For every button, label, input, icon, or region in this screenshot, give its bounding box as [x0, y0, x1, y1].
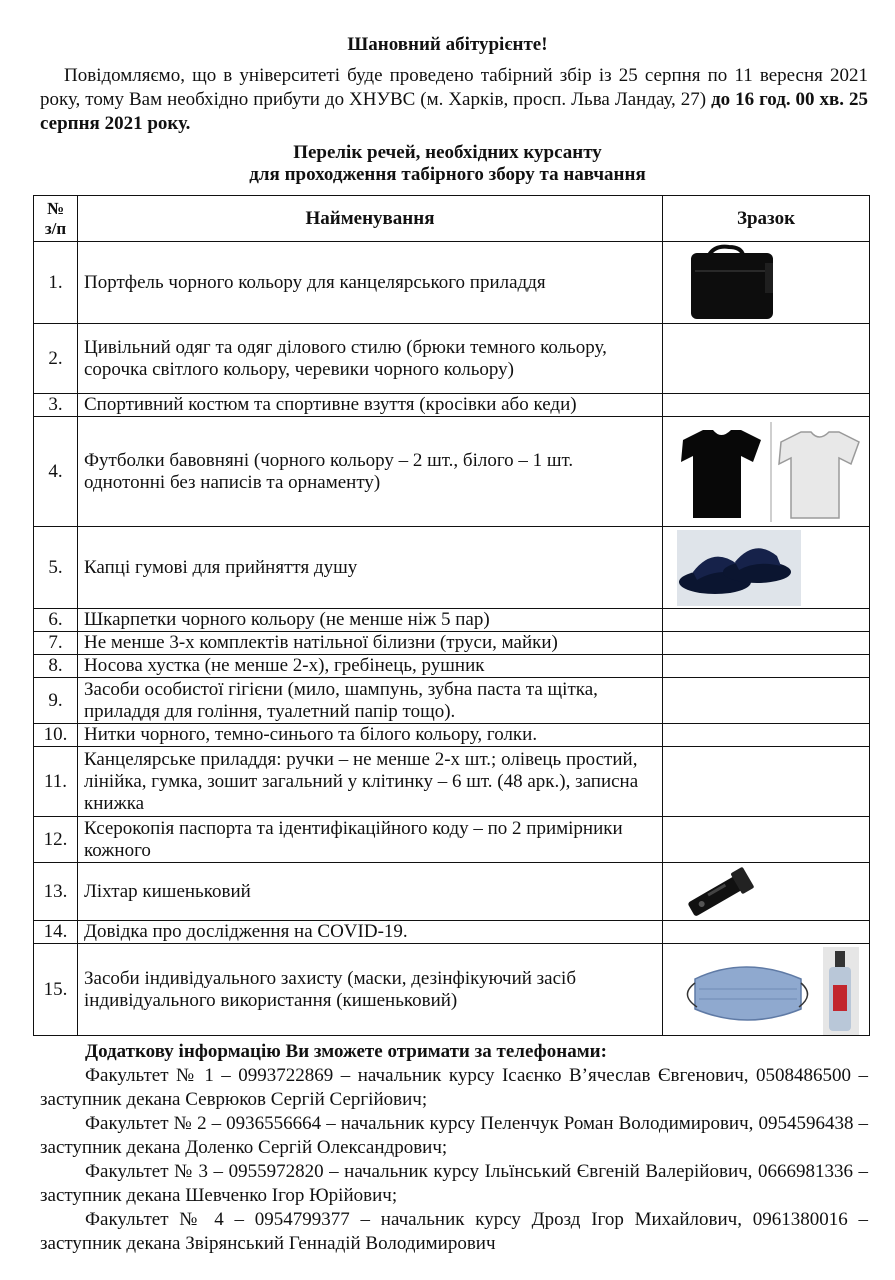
row-name: Не менше 3-х комплектів натільної білизни (труси, майки) — [78, 632, 663, 655]
list-title — [0, 142, 895, 186]
table-row — [34, 242, 870, 324]
list-title-line2: для проходження табірного збору та навчання — [249, 164, 646, 185]
contact-info — [40, 1040, 868, 1256]
table-row — [34, 609, 870, 632]
row-sample — [663, 655, 870, 678]
table-row — [34, 394, 870, 417]
row-name: Засоби індивідуального захисту (маски, дезінфікуючий засіб індивідуального використання (кишеньковий) — [78, 944, 663, 1036]
row-num: 14. — [34, 921, 78, 944]
row-num: 8. — [34, 655, 78, 678]
tshirts-image — [669, 418, 870, 526]
row-num: 13. — [34, 863, 78, 921]
row-sample — [663, 747, 870, 817]
row-name: Футболки бавовняні (чорного кольору – 2 шт., білого – 1 шт. однотонні без написів та орнаменту) — [78, 417, 663, 527]
table-row — [34, 678, 870, 724]
slippers-image — [669, 528, 870, 608]
briefcase-image — [669, 243, 870, 323]
items-table — [33, 195, 870, 1036]
row-sample — [663, 609, 870, 632]
table-header-row — [34, 196, 870, 242]
row-name: Канцелярське приладдя: ручки – не менше 2-х шт.; олівець простий, лінійка, гумка, зошит загальний у клітинку – 6 шт. (48 арк.), записна книжка — [78, 747, 663, 817]
row-sample — [663, 242, 870, 324]
row-num: 12. — [34, 817, 78, 863]
row-sample — [663, 944, 870, 1036]
faculty-contact: Факультет № 2 – 0936556664 – начальник курсу Пеленчук Роман Володимирович, 0954596438 – заступник декана Доленко Сергій Олександрович; — [40, 1113, 868, 1158]
row-name: Нитки чорного, темно-синього та білого кольору, голки. — [78, 724, 663, 747]
table-row — [34, 724, 870, 747]
table-row — [34, 863, 870, 921]
intro-paragraph — [40, 64, 868, 136]
table-row — [34, 944, 870, 1036]
row-num: 11. — [34, 747, 78, 817]
row-num: 1. — [34, 242, 78, 324]
row-sample — [663, 394, 870, 417]
row-sample — [663, 417, 870, 527]
table-row — [34, 324, 870, 394]
mask-sanitizer-image — [669, 945, 870, 1035]
header-name: Найменування — [78, 196, 663, 242]
row-sample — [663, 921, 870, 944]
table-row — [34, 527, 870, 609]
table-row — [34, 417, 870, 527]
row-num: 5. — [34, 527, 78, 609]
row-num: 7. — [34, 632, 78, 655]
row-sample — [663, 527, 870, 609]
faculty-contact: Факультет № 4 – 0954799377 – начальник курсу Дрозд Ігор Михайлович, 0961380016 – заступник декана Звірянський Геннадій Володимирович — [40, 1209, 868, 1254]
row-name: Шкарпетки чорного кольору (не менше ніж 5 пар) — [78, 609, 663, 632]
header-sample: Зразок — [663, 196, 870, 242]
table-row — [34, 632, 870, 655]
intro-text: Повідомляємо, що в університеті буде проведено табірний збір із 25 серпня по 11 вересня 2021 року, тому Вам необхідно прибути до ХНУВС (м. Харків, просп. Льва Ландау, 27) — [40, 65, 868, 110]
row-num: 3. — [34, 394, 78, 417]
greeting-heading: Шановний абітурієнте! — [347, 34, 548, 55]
row-name: Цивільний одяг та одяг ділового стилю (брюки темного кольору, сорочка світлого кольору, черевики чорного кольору) — [78, 324, 663, 394]
row-sample — [663, 324, 870, 394]
faculty-contact: Факультет № 3 – 0955972820 – начальник курсу Ільїнський Євгеній Валерійович, 0666981336 – заступник декана Шевченко Ігор Юрійович; — [40, 1161, 868, 1206]
row-name: Засоби особистої гігієни (мило, шампунь, зубна паста та щітка, приладдя для гоління, туалетний папір тощо). — [78, 678, 663, 724]
row-sample — [663, 863, 870, 921]
table-row — [34, 655, 870, 678]
table-row — [34, 921, 870, 944]
flashlight-image — [669, 864, 870, 920]
list-title-line1: Перелік речей, необхідних курсанту — [293, 142, 602, 163]
intro-deadline: до 16 год. 00 хв. 25 серпня 2021 року. — [40, 89, 869, 134]
row-num: 4. — [34, 417, 78, 527]
row-name: Спортивний костюм та спортивне взуття (кросівки або кеди) — [78, 394, 663, 417]
row-num: 15. — [34, 944, 78, 1036]
row-name: Носова хустка (не менше 2-х), гребінець, рушник — [78, 655, 663, 678]
row-sample — [663, 678, 870, 724]
row-sample — [663, 632, 870, 655]
contact-heading: Додаткову інформацію Ви зможете отримати за телефонами: — [85, 1041, 607, 1062]
row-name: Капці гумові для прийняття душу — [78, 527, 663, 609]
table-row — [34, 817, 870, 863]
row-name: Ліхтар кишеньковий — [78, 863, 663, 921]
row-num: 10. — [34, 724, 78, 747]
row-name: Довідка про дослідження на COVID-19. — [78, 921, 663, 944]
row-sample — [663, 817, 870, 863]
header-num: № з/п — [34, 196, 78, 242]
row-sample — [663, 724, 870, 747]
table-row — [34, 747, 870, 817]
row-num: 9. — [34, 678, 78, 724]
row-name: Портфель чорного кольору для канцелярського приладдя — [78, 242, 663, 324]
row-num: 6. — [34, 609, 78, 632]
row-name: Ксерокопія паспорта та ідентифікаційного коду – по 2 примірники кожного — [78, 817, 663, 863]
row-num: 2. — [34, 324, 78, 394]
faculty-contact: Факультет № 1 – 0993722869 – начальник курсу Ісаєнко В’ячеслав Євгенович, 0508486500 – заступник декана Севрюков Сергій Сергійович; — [40, 1065, 868, 1110]
